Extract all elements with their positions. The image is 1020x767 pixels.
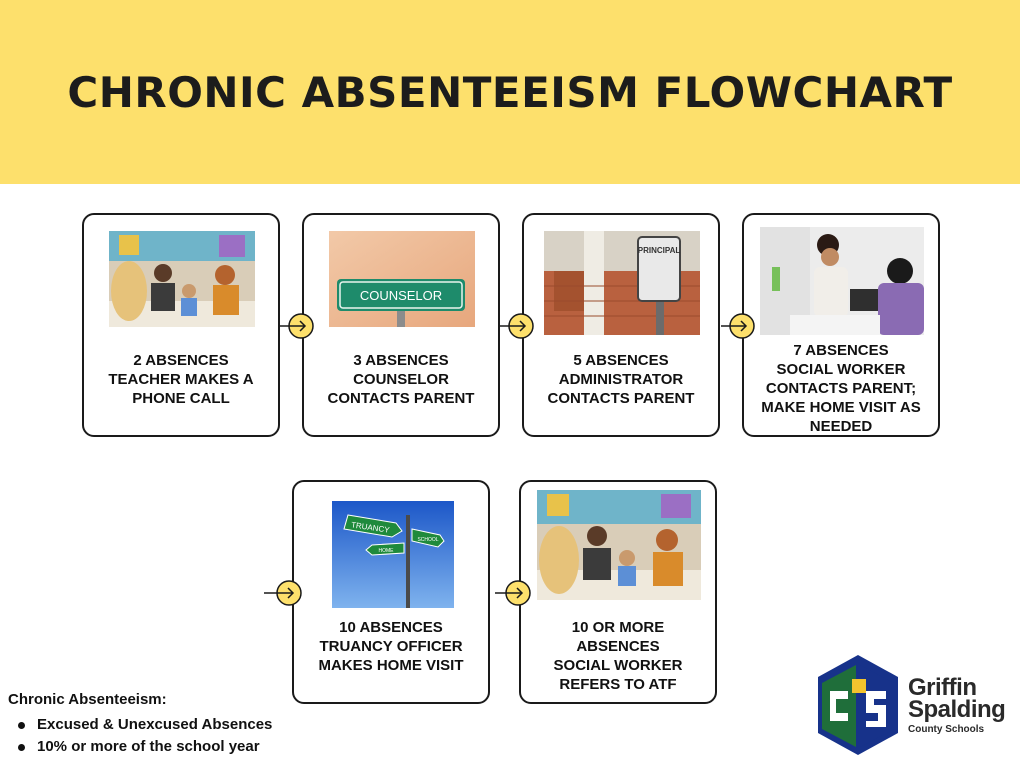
right-arrow-circle-icon <box>262 578 302 608</box>
right-arrow-circle-icon <box>715 311 755 341</box>
principal-sign-photo <box>544 231 700 335</box>
definition-legend <box>8 690 328 758</box>
classroom-meeting-photo <box>109 231 255 327</box>
legend-item: Excused & Unexcused Absences <box>8 714 328 736</box>
title-banner <box>0 0 1020 184</box>
principal-sign-text: PRINCIPAL <box>637 246 681 255</box>
step-card-5 <box>292 480 490 704</box>
logo-line-3: County Schools <box>908 724 985 735</box>
step-card-2 <box>302 213 500 437</box>
logo-line-2: Spalding <box>908 696 1006 723</box>
step-label: 10 ABSENCES TRUANCY OFFICER MAKES HOME VISIT <box>318 619 464 674</box>
counselor-sign-photo <box>329 231 475 327</box>
right-arrow-circle-icon <box>491 578 531 608</box>
home-sign-text: HOME <box>378 548 394 554</box>
logo-line-1: Griffin <box>908 674 977 701</box>
school-sign-text: SCHOOL <box>417 537 439 543</box>
right-arrow-circle-icon <box>274 311 314 341</box>
district-logo <box>818 655 1014 755</box>
counselor-sign-text: COUNSELOR <box>359 288 443 303</box>
right-arrow-circle-icon <box>494 311 534 341</box>
step-card-3 <box>522 213 720 437</box>
step-label: 2 ABSENCES TEACHER MAKES A PHONE CALL <box>108 352 254 407</box>
social-worker-photo <box>760 227 924 335</box>
gs-logo-mark-icon <box>818 655 904 755</box>
step-label: 7 ABSENCES SOCIAL WORKER CONTACTS PARENT; MAKE HOME VISIT AS NEEDED <box>761 342 921 435</box>
legend-title: Chronic Absenteeism: <box>8 691 167 708</box>
step-card-1 <box>82 213 280 437</box>
step-card-4 <box>742 213 940 437</box>
legend-item: 10% or more of the school year <box>8 736 328 758</box>
bullet-icon <box>18 744 25 751</box>
truancy-sign-text: TRUANCY <box>350 520 391 535</box>
classroom-meeting-photo <box>537 490 701 600</box>
step-label: 3 ABSENCES COUNSELOR CONTACTS PARENT <box>327 352 475 407</box>
truancy-signpost-photo <box>332 501 454 608</box>
page-title: CHRONIC ABSENTEEISM FLOWCHART <box>67 67 953 117</box>
step-label: 5 ABSENCES ADMINISTRATOR CONTACTS PARENT <box>547 352 695 407</box>
step-card-6 <box>519 480 717 704</box>
step-label: 10 OR MORE ABSENCES SOCIAL WORKER REFERS TO ATF <box>553 619 683 693</box>
bullet-icon <box>18 722 25 729</box>
